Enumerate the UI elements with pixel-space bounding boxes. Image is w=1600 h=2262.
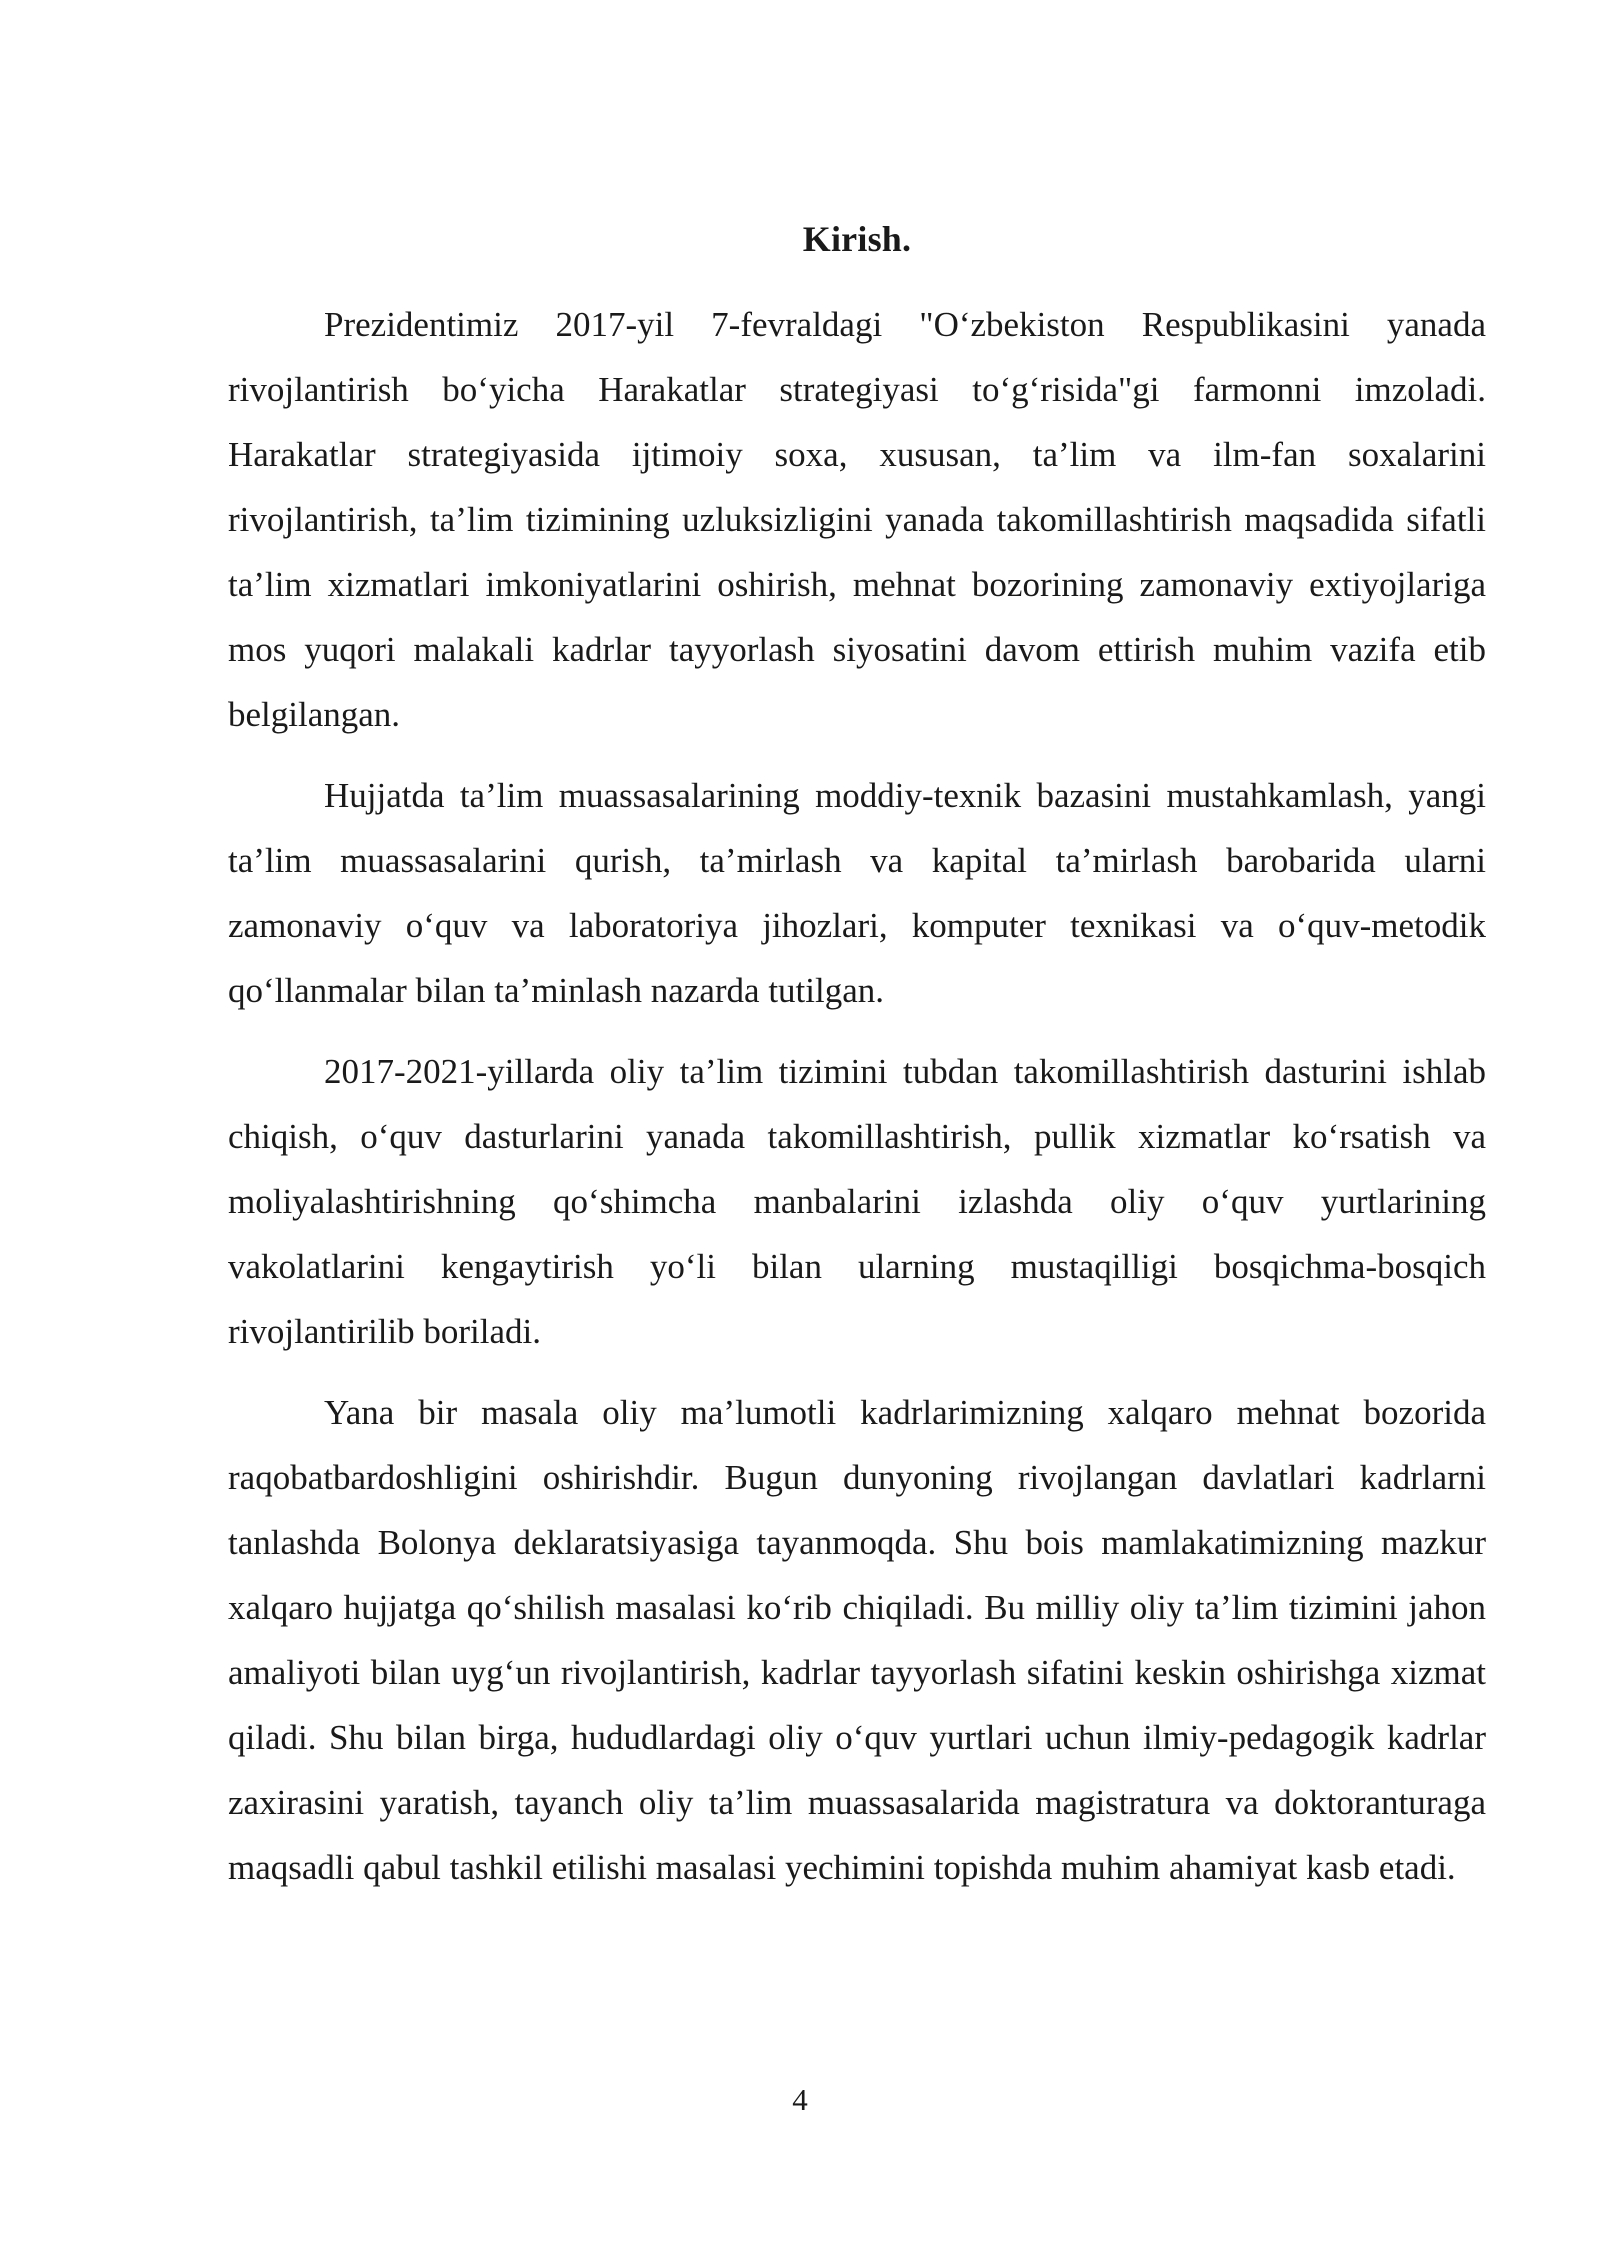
paragraph-4: Yana bir masala oliy ma’lumotli kadrlarimizning xalqaro mehnat bozorida raqobatbardoshligini oshirishdir. Bugun dunyoning rivojlangan davlatlari kadrlarni tanlashda Bolonya deklaratsiyasiga tayanmoqda. Shu bois mamlakatimizning mazkur xalqaro hujjatga qo‘shilish masalasi ko‘rib chiqiladi. Bu milliy oliy ta’lim tizimini jahon amaliyoti bilan uyg‘un rivojlantirish, kadrlar tayyorlash sifatini keskin oshirishga xizmat qiladi. Shu bilan birga, hududlardagi oliy o‘quv yurtlari uchun ilmiy-pedagogik kadrlar zaxirasini yaratish, tayanch oliy ta’lim muassasalarida magistratura va doktoranturaga maqsadli qabul tashkil etilishi masalasi yechimini topishda muhim ahamiyat kasb etadi. <box>228 1393 1486 1887</box>
page-content <box>228 214 1486 1916</box>
section-title: Kirish. <box>802 219 912 259</box>
paragraph-1: Prezidentimiz 2017-yil 7-fevraldagi "O‘zbekiston Respublikasini yanada rivojlantirish bo‘yicha Harakatlar strategiyasi to‘g‘risida"gi farmonni imzoladi. Harakatlar strategiyasida ijtimoiy soxa, xususan, ta’lim va ilm-fan soxalarini rivojlantirish, ta’lim tizimining uzluksizligini yanada takomillashtirish maqsadida sifatli ta’lim xizmatlari imkoniyatlarini oshirish, mehnat bozorining zamonaviy extiyojlariga mos yuqori malakali kadrlar tayyorlash siyosatini davom ettirish muhim vazifa etib belgilangan. <box>228 305 1486 734</box>
paragraph-2: Hujjatda ta’lim muassasalarining moddiy-texnik bazasini mustahkamlash, yangi ta’lim muassasalarini qurish, ta’mirlash va kapital ta’mirlash barobarida ularni zamonaviy o‘quv va laboratoriya jihozlari, komputer texnikasi va o‘quv-metodik qo‘llanmalar bilan ta’minlash nazarda tutilgan. <box>228 776 1486 1010</box>
paragraph-3: 2017-2021-yillarda oliy ta’lim tizimini tubdan takomillashtirish dasturini ishlab chiqish, o‘quv dasturlarini yanada takomillashtirish, pullik xizmatlar ko‘rsatish va moliyalashtirishning qo‘shimcha manbalarini izlashda oliy o‘quv yurtlarining vakolatlarini kengaytirish yo‘li bilan ularning mustaqilligi bosqichma-bosqich rivojlantirilib boriladi. <box>228 1052 1486 1351</box>
page-number: 4 <box>792 2082 808 2117</box>
